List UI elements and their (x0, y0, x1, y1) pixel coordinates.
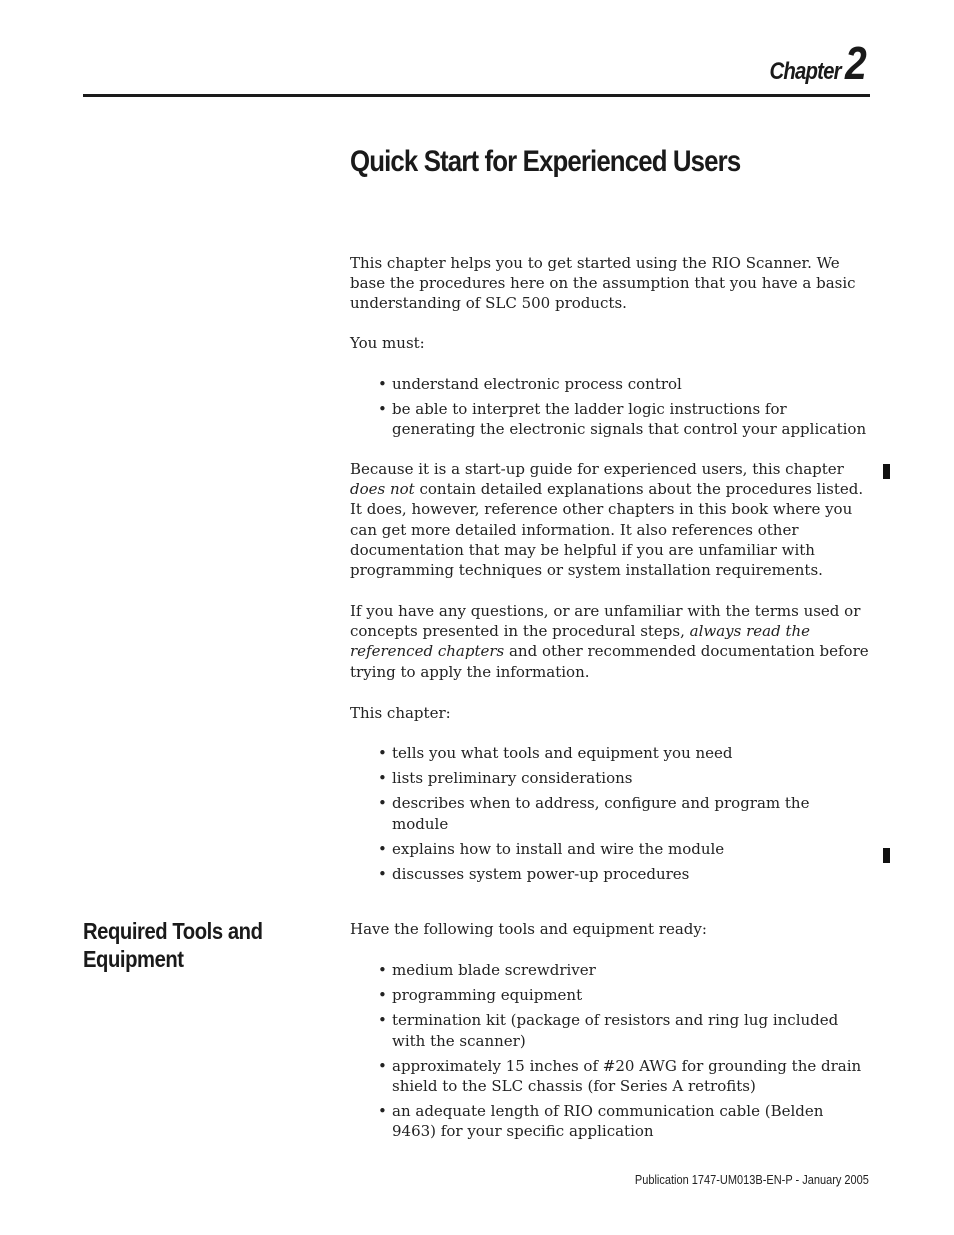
intro-paragraph: This chapter helps you to get started using the RIO Scanner. We base the procedures here on the assumption that you have a basic understanding of SLC 500 products. (350, 254, 856, 313)
tools-lead: Have the following tools and equipment ready: (350, 920, 707, 938)
page-title: Quick Start for Experienced Users (350, 145, 741, 178)
chapter-contents-list (378, 743, 868, 889)
change-bar (883, 848, 890, 863)
chapter-label (560, 36, 870, 90)
list-item: • describes when to address, configure and program the module (378, 794, 810, 833)
list-item: • programming equipment (378, 986, 583, 1005)
you-must-label: You must: (350, 334, 425, 352)
list-item: • an adequate length of RIO communication cable (Belden 9463) for your specific application (378, 1102, 824, 1141)
header-rule (83, 94, 870, 97)
list-item: • be able to interpret the ladder logic instructions for generating the electronic signals that control your application (378, 400, 867, 439)
this-chapter-label: This chapter: (350, 704, 451, 722)
chapter-number: 2 (845, 37, 867, 89)
tools-list (378, 960, 868, 1147)
list-item: • explains how to install and wire the module (378, 839, 725, 858)
startup-guide-paragraph: Because it is a start-up guide for experienced users, this chapter does not contain detailed explanations about the procedures listed. It does, however, reference other chapters in this book where you can get more detailed information. It also references other documentation that may be helpful if you are unfamiliar with programming techniques or system installation requirements. (350, 460, 864, 580)
must-list (378, 374, 868, 445)
section-heading-required-tools: Required Tools and Equipment (83, 918, 263, 972)
list-item: • termination kit (package of resistors and ring lug included with the scanner) (378, 1011, 839, 1050)
list-item: • medium blade screwdriver (378, 961, 596, 979)
list-item: • tells you what tools and equipment you need (378, 744, 733, 762)
change-bar (883, 464, 890, 479)
questions-paragraph: If you have any questions, or are unfamiliar with the terms used or concepts presented in the procedural steps, always read the referenced chapters and other recommended documentation before trying to apply the information. (350, 602, 869, 681)
list-item: • understand electronic process control (378, 375, 682, 393)
publication-footer: Publication 1747-UM013B-EN-P - January 2005 (635, 1173, 869, 1187)
chapter-word: Chapter (769, 58, 841, 85)
list-item: • lists preliminary considerations (378, 769, 633, 788)
list-item: • approximately 15 inches of #20 AWG for grounding the drain shield to the SLC chassis (for Series A retrofits) (378, 1056, 862, 1096)
list-item: • discusses system power-up procedures (378, 865, 690, 884)
